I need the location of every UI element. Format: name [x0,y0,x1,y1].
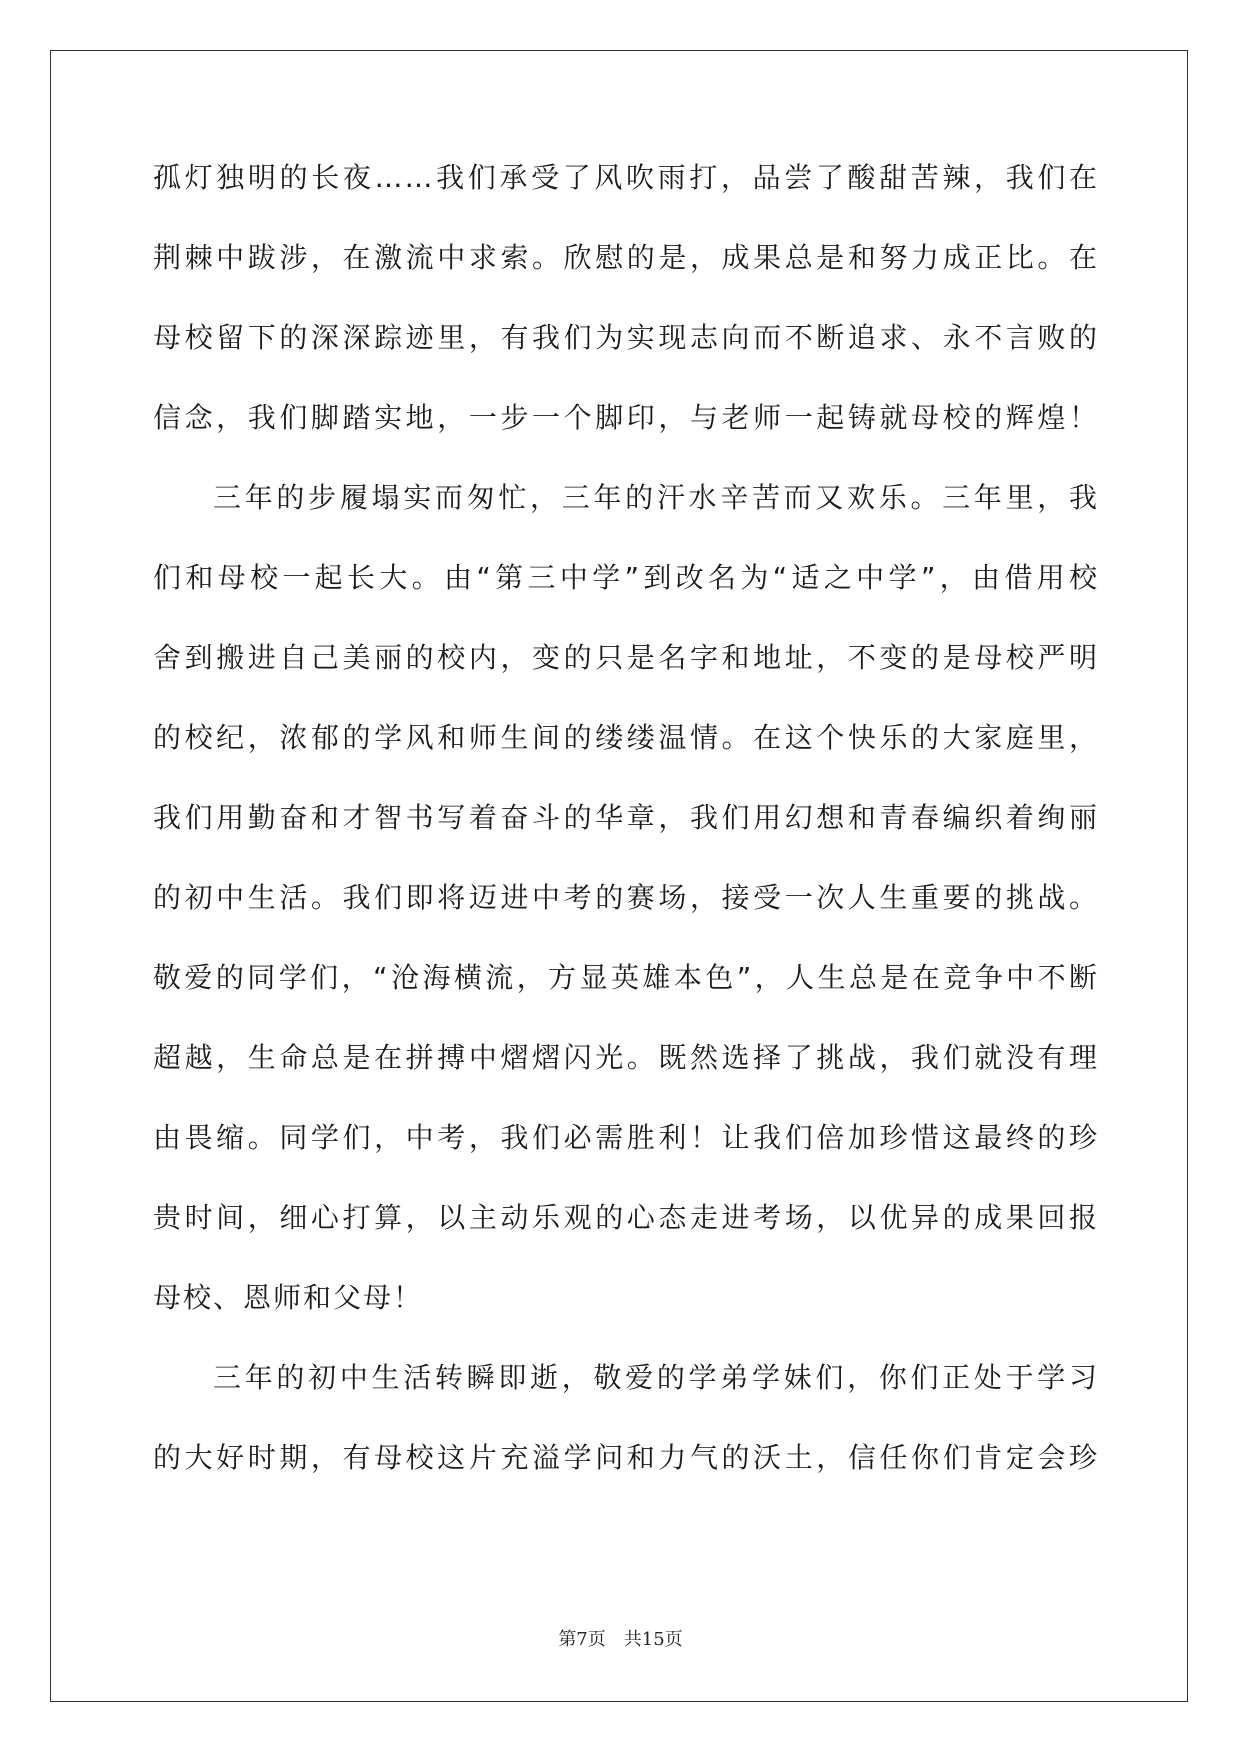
paragraph-2-line-6: 的初中生活。我们即将迈进中考的赛场，接受一次人生重要的挑战。 [153,881,1099,914]
paragraph-3 [153,1363,1099,1523]
paragraph-2-line-10: 贵时间，细心打算，以主动乐观的心态走进考场，以优异的成果回报 [153,1201,1099,1234]
paragraph-3-line-2: 的大好时期，有母校这片充溢学问和力气的沃土，信任你们肯定会珍 [153,1441,1099,1474]
paragraph-2-line-5: 我们用勤奋和才智书写着奋斗的华章，我们用幻想和青春编织着绚丽 [153,801,1099,834]
paragraph-2-line-9: 由畏缩。同学们，中考，我们必需胜利！让我们倍加珍惜这最终的珍 [153,1121,1099,1154]
paragraph-2-line-7: 敬爱的同学们，“沧海横流，方显英雄本色”，人生总是在竞争中不断 [153,961,1099,994]
paragraph-1-line-1: 孤灯独明的长夜……我们承受了风吹雨打，品尝了酸甜苦辣，我们在 [153,161,1099,194]
paragraph-2-line-8: 超越，生命总是在拼搏中熠熠闪光。既然选择了挑战，我们就没有理 [153,1041,1099,1074]
paragraph-2-line-4: 的校纪，浓郁的学风和师生间的缕缕温情。在这个快乐的大家庭里， [153,721,1099,754]
document-body [153,163,1099,1523]
paragraph-2-line-3: 舍到搬进自己美丽的校内，变的只是名字和地址，不变的是母校严明 [153,641,1099,674]
paragraph-2 [153,483,1099,1363]
page-number-footer: 第7页 共15页 [558,1629,683,1650]
paragraph-3-line-1: 三年的初中生活转瞬即逝，敬爱的学弟学妹们，你们正处于学习 [213,1361,1099,1394]
paragraph-2-line-11: 母校、恩师和父母！ [153,1281,424,1314]
paragraph-1-line-3: 母校留下的深深踪迹里，有我们为实现志向而不断追求、永不言败的 [153,321,1099,354]
paragraph-2-line-2: 们和母校一起长大。由“第三中学”到改名为“适之中学”，由借用校 [153,561,1099,594]
paragraph-1 [153,163,1099,483]
paragraph-2-line-1: 三年的步履塌实而匆忙，三年的汗水辛苦而又欢乐。三年里，我 [213,481,1099,514]
paragraph-1-line-4: 信念，我们脚踏实地，一步一个脚印，与老师一起铸就母校的辉煌！ [153,401,1099,434]
paragraph-1-line-2: 荆棘中跋涉，在激流中求索。欣慰的是，成果总是和努力成正比。在 [153,241,1099,274]
